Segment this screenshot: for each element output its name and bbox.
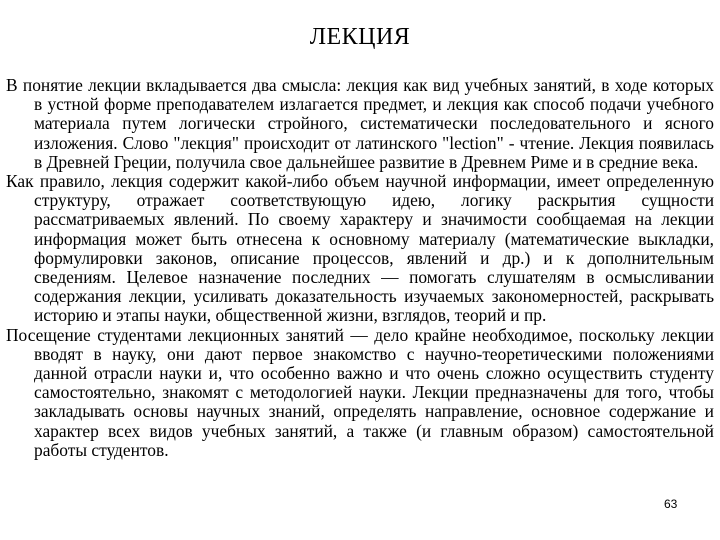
slide-body (6, 76, 714, 460)
paragraph-definition: В понятие лекции вкладывается два смысла: лекция как вид учебных занятий, в ходе которых в устной форме преподавателем излагается предмет, и лекция как способ подачи учебного материала путем логически стройного, систематически последовательного и ясного изложения. Слово "лекция" происходит от латинского "lection" - чтение. Лекция появилась в Древней Греции, получила свое дальнейшее развитие в Древнем Риме и в средние века. (6, 75, 714, 172)
paragraph-attendance: Посещение студентами лекционных занятий — дело крайне необходимое, поскольку лекции вводят в науку, они дают первое знакомство с научно-теоретическими положениями данной отрасли науки и, что особенно важно и что очень сложно осуществить студенту самостоятельно, знакомят с методологией науки. Лекции предназначены для того, чтобы закладывать основы научных знаний, определять направление, основное содержание и характер всех видов учебных занятий, а также (и главным образом) самостоятельной работы студентов. (6, 324, 714, 460)
paragraph-structure: Как правило, лекция содержит какой-либо объем научной информации, имеет определенную структуру, отражает соответствующую идею, логику раскрытия сущности рассматриваемых явлений. По своему характеру и значимости сообщаемая на лекции информация может быть отнесена к основному материалу (математические выкладки, формулировки законов, описание процессов, явлений и др.) и к дополнительным сведениям. Целевое назначение последних — помогать слушателям в осмысливании содержания лекции, усиливать доказательность изучаемых закономерностей, раскрывать историю и этапы науки, общественной жизни, взглядов, теорий и пр. (6, 171, 714, 326)
slide-title: ЛЕКЦИЯ (309, 24, 411, 50)
page-number: 63 (664, 497, 678, 511)
